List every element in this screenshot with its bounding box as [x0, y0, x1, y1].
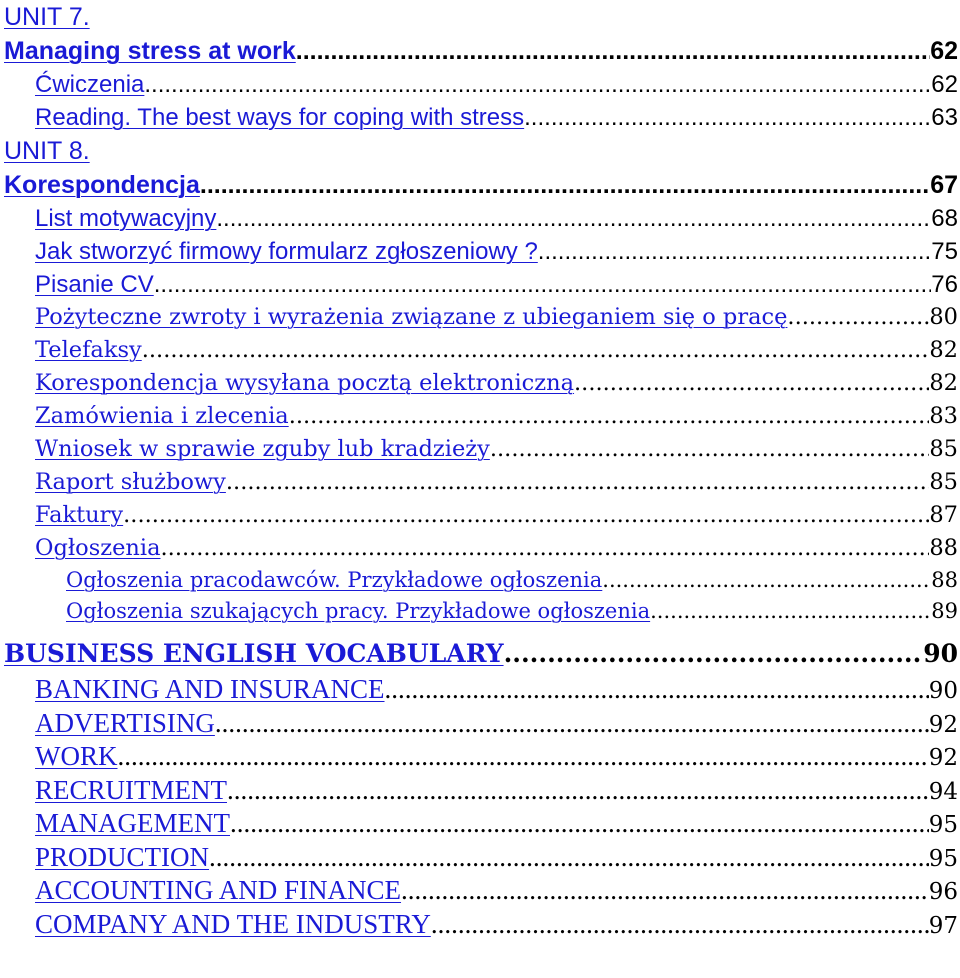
page-number: 92 [928, 711, 958, 738]
toc-subentry [4, 596, 958, 627]
toc-link-wniosek[interactable]: Wniosek w sprawie zguby lub kradzieży [35, 436, 490, 462]
toc-link-work[interactable]: WORK [35, 741, 118, 771]
toc-entry [4, 774, 958, 808]
toc-link-email[interactable]: Korespondencja wysyłana pocztą elektroniczną [35, 370, 575, 396]
dot-leader [230, 807, 929, 841]
page-number: 80 [929, 304, 958, 330]
toc-link-cwiczenia[interactable]: Ćwiczenia [35, 71, 145, 98]
dot-leader [431, 908, 929, 942]
toc-link-advertising[interactable]: ADVERTISING [35, 707, 215, 738]
toc-link-telefaksy[interactable]: Telefaksy [35, 337, 142, 363]
toc-link-ogloszenia[interactable]: Ogłoszenia [35, 535, 161, 561]
page-number: 76 [931, 271, 958, 298]
table-of-contents [4, 0, 958, 941]
toc-link-management[interactable]: MANAGEMENT [35, 808, 230, 838]
page-number: 82 [929, 370, 958, 396]
toc-entry-vocabulary [4, 635, 958, 673]
toc-link-recruitment[interactable]: RECRUITMENT [35, 774, 227, 805]
page-number: 90 [928, 678, 958, 704]
dot-leader [574, 367, 929, 400]
unit-8-label-row [4, 134, 958, 168]
page-number: 92 [928, 745, 958, 771]
toc-entry [4, 334, 958, 367]
toc-entry-unit-7 [4, 34, 958, 68]
toc-link-production[interactable]: PRODUCTION [35, 841, 210, 872]
page-number: 62 [930, 37, 958, 65]
toc-link-accounting[interactable]: ACCOUNTING AND FINANCE [35, 875, 402, 905]
dot-leader [144, 68, 931, 101]
page-number: 83 [929, 403, 958, 429]
toc-entry [4, 908, 958, 942]
toc-link-korespondencja[interactable]: Korespondencja [4, 171, 200, 199]
toc-link-ogloszenia-szukajacych[interactable]: Ogłoszenia szukających pracy. Przykładowe ogłoszenia [66, 599, 651, 623]
toc-link-pisanie-cv[interactable]: Pisanie CV [35, 271, 154, 298]
dot-leader [602, 565, 931, 596]
page-number: 67 [930, 171, 958, 199]
dot-leader [226, 466, 929, 499]
dot-leader [209, 841, 929, 875]
dot-leader [524, 101, 931, 134]
toc-entry [4, 673, 958, 707]
page-number: 88 [929, 535, 958, 561]
toc-entry [4, 841, 958, 875]
toc-entry [4, 235, 958, 268]
dot-leader [216, 202, 931, 235]
dot-leader [296, 34, 930, 68]
page-number: 63 [931, 104, 958, 131]
toc-link-faktury[interactable]: Faktury [35, 502, 124, 528]
toc-link-managing-stress[interactable]: Managing stress at work [4, 37, 296, 65]
toc-entry [4, 68, 958, 101]
toc-link-banking[interactable]: BANKING AND INSURANCE [35, 674, 385, 704]
page-number: 94 [928, 778, 958, 805]
toc-link-zamowienia[interactable]: Zamówienia i zlecenia [35, 403, 289, 429]
page-number: 95 [928, 845, 958, 872]
toc-link-company[interactable]: COMPANY AND THE INDUSTRY [35, 908, 431, 939]
page-number: 90 [923, 639, 958, 668]
toc-link-business-english-vocabulary[interactable]: BUSINESS ENGLISH VOCABULARY [4, 639, 504, 668]
toc-link-zwroty[interactable]: Pożyteczne zwroty i wyrażenia związane z ubieganiem się o pracę [35, 304, 788, 330]
dot-leader [289, 400, 930, 433]
dot-leader [227, 774, 929, 808]
dot-leader [538, 235, 932, 268]
dot-leader [787, 301, 929, 334]
toc-entry [4, 707, 958, 741]
dot-leader [504, 635, 924, 673]
toc-entry [4, 740, 958, 774]
page-number: 96 [928, 879, 958, 905]
unit-7-label-row [4, 0, 958, 34]
dot-leader [401, 874, 929, 908]
dot-leader [385, 673, 929, 707]
dot-leader [142, 334, 930, 367]
dot-leader [161, 532, 930, 565]
toc-entry [4, 101, 958, 134]
page-number: 68 [931, 205, 958, 232]
toc-link-formularz[interactable]: Jak stworzyć firmowy formularz zgłoszeniowy ? [35, 238, 538, 265]
dot-leader [123, 499, 929, 532]
toc-entry [4, 466, 958, 499]
page-number: 95 [928, 812, 958, 838]
dot-leader [215, 707, 929, 741]
toc-link-reading[interactable]: Reading. The best ways for coping with stress [35, 104, 525, 131]
unit-7-link[interactable]: UNIT 7. [4, 3, 90, 31]
toc-entry [4, 400, 958, 433]
dot-leader [118, 740, 929, 774]
page-number: 88 [931, 568, 958, 592]
page-number: 75 [931, 238, 958, 265]
page-number: 62 [931, 71, 958, 98]
toc-entry [4, 268, 958, 301]
toc-entry-unit-8 [4, 168, 958, 202]
page-number: 85 [929, 469, 958, 495]
dot-leader [650, 596, 931, 627]
toc-subentry [4, 565, 958, 596]
unit-8-link[interactable]: UNIT 8. [4, 137, 90, 165]
toc-entry [4, 202, 958, 235]
toc-entry [4, 367, 958, 400]
toc-link-raport[interactable]: Raport służbowy [35, 469, 226, 495]
page-number: 82 [929, 337, 958, 363]
toc-entry [4, 807, 958, 841]
dot-leader [154, 268, 932, 301]
page-number: 89 [931, 599, 958, 623]
page-number: 97 [928, 912, 958, 939]
dot-leader [200, 168, 930, 202]
dot-leader [490, 433, 930, 466]
page-number: 87 [929, 502, 958, 528]
toc-link-ogloszenia-pracodawcow[interactable]: Ogłoszenia pracodawców. Przykładowe ogłoszenia [66, 568, 603, 592]
page-number: 85 [929, 436, 958, 462]
toc-link-list-motywacyjny[interactable]: List motywacyjny [35, 205, 217, 232]
toc-entry [4, 301, 958, 334]
toc-entry [4, 499, 958, 532]
toc-entry [4, 532, 958, 565]
toc-entry [4, 874, 958, 908]
toc-entry [4, 433, 958, 466]
